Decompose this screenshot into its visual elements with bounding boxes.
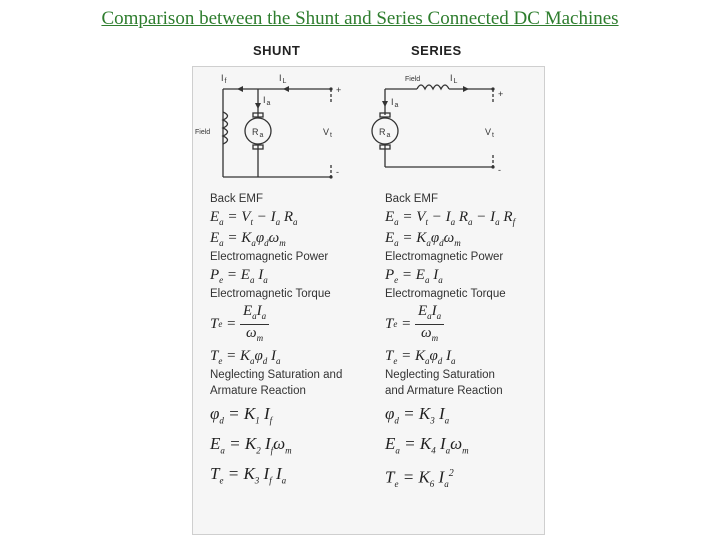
shunt-emf-eq-2: $E_a = K_a\varphi_d\omega_m$ <box>210 230 286 248</box>
series-torque-eq-2: $T_e = K_a\varphi_d$ $I_a$ <box>385 348 456 366</box>
shunt-torque-eq-2: $T_e = K_a\varphi_d$ $I_a$ <box>210 348 281 366</box>
shunt-minus: - <box>336 167 339 177</box>
shunt-neglect-label-2: Armature Reaction <box>210 385 306 397</box>
series-field-label: Field <box>405 76 421 83</box>
shunt-field-label: Field <box>195 129 211 136</box>
series-neglect-label-1: Neglecting Saturation <box>385 369 495 381</box>
shunt-torque-eq-3: $T_e = K_3$ $I_f$ $I_a$ <box>210 464 287 486</box>
shunt-il-label: $I_L$ <box>279 73 287 85</box>
shunt-emf-eq-1: $E_a = V_t - I_a$ $R_a$ <box>210 209 298 227</box>
series-emf-eq-1: $E_a = V_t - I_a$ $R_a - I_a$ $R_f$ <box>385 209 516 227</box>
series-minus: - <box>498 165 501 175</box>
shunt-vt-label: $V_t$ <box>323 127 332 139</box>
series-ia-label: $I_a$ <box>391 97 399 109</box>
series-field-coil <box>417 85 449 89</box>
series-emf-eq-3: $E_a = K_4$ $I_a\omega_m$ <box>385 434 469 456</box>
shunt-back-emf-label: Back EMF <box>210 193 264 205</box>
series-vt-label: $V_t$ <box>485 127 494 139</box>
shunt-neglect-label-1: Neglecting Saturation and <box>210 369 343 381</box>
series-back-emf-label: Back EMF <box>385 193 439 205</box>
series-em-torque-label: Electromagnetic Torque <box>385 288 506 300</box>
shunt-ia-label: $I_a$ <box>263 95 271 107</box>
series-em-power-label: Electromagnetic Power <box>385 251 504 263</box>
series-heading: SERIES <box>411 43 462 58</box>
circuit-diagrams <box>193 67 544 187</box>
comparison-figure <box>192 66 545 535</box>
shunt-flux-eq: $\varphi_d = K_1$ $I_f$ <box>210 404 273 426</box>
series-torque-eq-3: $T_e = K_6$ $I_a^2$ <box>385 467 454 490</box>
shunt-em-power-label: Electromagnetic Power <box>210 251 329 263</box>
series-ra-label: $R_a$ <box>379 127 391 139</box>
shunt-power-eq: $P_e = E_a$ $I_a$ <box>210 267 268 285</box>
series-equations <box>385 191 555 489</box>
shunt-emf-eq-3: $E_a = K_2$ $I_f\omega_m$ <box>210 434 292 456</box>
page-title: Comparison between the Shunt and Series Connected DC Machines <box>101 8 619 29</box>
series-plus: + <box>498 89 504 99</box>
series-il-label: $I_L$ <box>450 73 458 85</box>
shunt-em-torque-label: Electromagnetic Torque <box>210 288 331 300</box>
shunt-field-coil <box>223 112 228 144</box>
series-flux-eq: $\varphi_d = K_3$ $I_a$ <box>385 404 450 426</box>
shunt-equations <box>210 191 380 489</box>
series-torque-eq-1: T e = $\frac{E_aI_a}{\omega_m}$ <box>385 302 555 346</box>
shunt-if-label: $I_f$ <box>221 73 227 85</box>
series-emf-eq-2: $E_a = K_a\varphi_d\omega_m$ <box>385 230 461 248</box>
series-power-eq: $P_e = E_a$ $I_a$ <box>385 267 443 285</box>
series-neglect-label-2: and Armature Reaction <box>385 385 503 397</box>
shunt-plus: + <box>336 85 342 95</box>
shunt-torque-eq-1: T e = $\frac{E_aI_a}{\omega_m}$ <box>210 302 380 346</box>
shunt-ra-label: $R_a$ <box>252 127 264 139</box>
shunt-heading: SHUNT <box>253 43 301 58</box>
